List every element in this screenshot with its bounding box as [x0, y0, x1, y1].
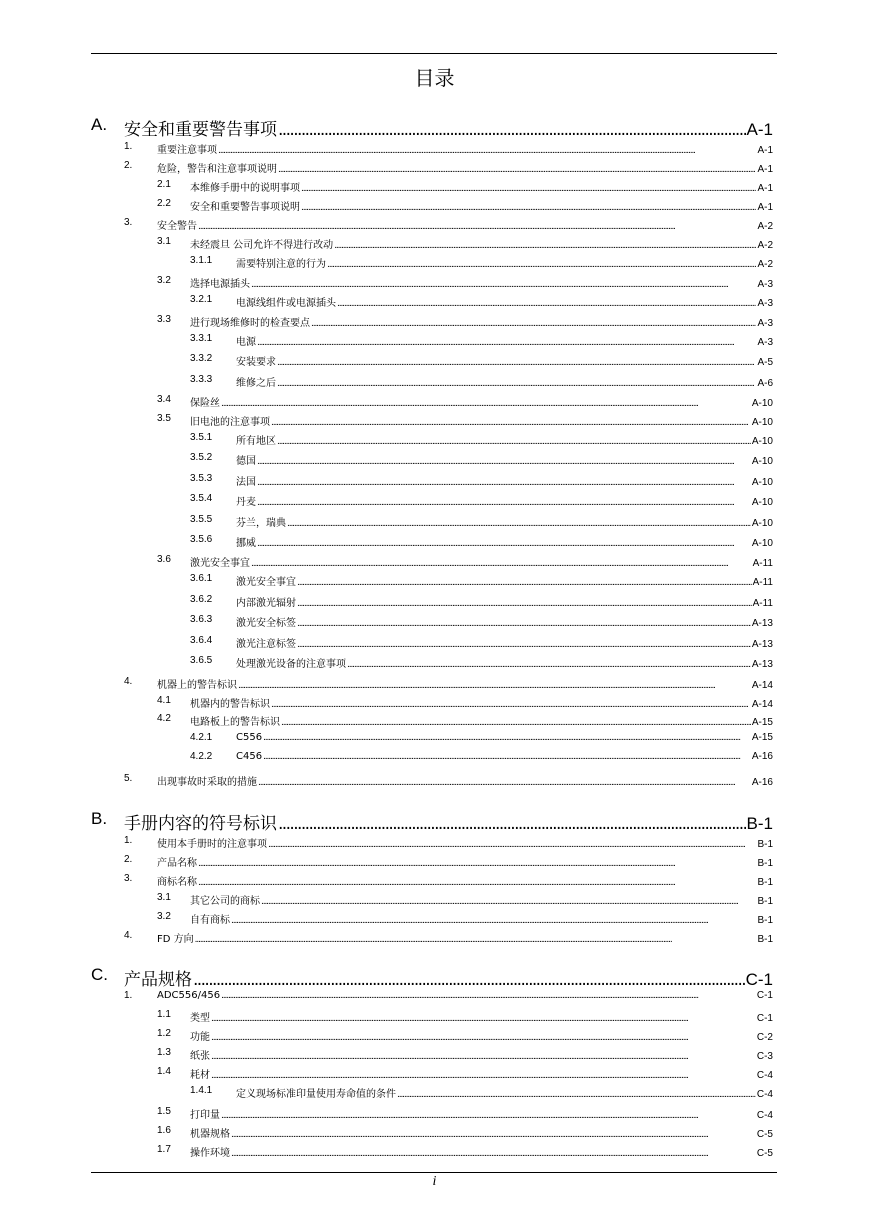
- toc-entry-page: A-5: [757, 357, 773, 368]
- toc-entry-label: 芬兰，瑞典: [236, 518, 286, 529]
- toc-entry-label: 打印量: [190, 1110, 220, 1121]
- toc-entry-number: 3.2: [157, 911, 171, 922]
- toc-entry-label: 激光安全事宜: [190, 558, 250, 569]
- toc-entry-label: 需要特别注意的行为: [236, 259, 326, 270]
- toc-entry-number: 1.4.1: [190, 1085, 213, 1096]
- toc-entry-label: 激光注意标签: [236, 639, 296, 650]
- dot-leader: [257, 498, 751, 508]
- toc-entry-number: 4.2.1: [190, 732, 213, 743]
- dot-leader: [268, 840, 756, 850]
- dot-leader: [334, 241, 756, 251]
- toc-entry-label: C556: [236, 732, 263, 743]
- toc-entry-label: 使用本手册时的注意事项: [157, 839, 267, 850]
- toc-entry-label: 定义现场标准印量使用寿命值的条件: [236, 1089, 396, 1100]
- toc-entry-label: 重要注意事项: [157, 145, 217, 156]
- dot-leader: [281, 718, 751, 728]
- toc-entry-number: 3.6.5: [190, 655, 213, 666]
- dot-leader: [257, 539, 751, 549]
- toc-entry-label: ADC556/456: [157, 990, 221, 1001]
- toc-entry-label: 电源线组件或电源插头: [236, 298, 336, 309]
- dot-leader: [278, 120, 746, 140]
- toc-entry-page: B-1: [757, 877, 773, 888]
- dot-leader: [257, 338, 756, 348]
- toc-entry-number: 5.: [124, 773, 133, 784]
- dot-leader: [297, 619, 751, 629]
- dot-leader: [337, 299, 756, 309]
- toc-entry-page: A-10: [751, 477, 773, 488]
- dot-leader: [301, 184, 756, 194]
- toc-entry-page: C-4: [756, 1070, 773, 1081]
- toc-entry-number: 3.5.5: [190, 514, 213, 525]
- dot-leader: [258, 778, 751, 788]
- toc-entry-page: A-2: [757, 259, 773, 270]
- dot-leader: [251, 559, 752, 569]
- toc-entry-number: 4.2: [157, 713, 171, 724]
- dot-leader: [271, 418, 751, 428]
- toc-entry-page: C-1: [756, 990, 773, 1001]
- toc-entry-page: A-15: [751, 717, 773, 728]
- toc-entry-page: A-14: [751, 680, 773, 691]
- dot-leader: [277, 358, 756, 368]
- toc-entry-number: 3.5.2: [190, 452, 213, 463]
- dot-leader: [263, 733, 751, 743]
- toc-entry-page: C-2: [756, 1032, 773, 1043]
- toc-entry-label: 德国: [236, 456, 256, 467]
- toc-entry-label: C456: [236, 751, 263, 762]
- toc-entry-label: 选择电源插头: [190, 279, 250, 290]
- toc-entry-label: 未经震旦 公司允许不得进行改动: [190, 240, 334, 251]
- dot-leader: [277, 379, 756, 389]
- dot-leader: [221, 399, 751, 409]
- toc-entry-number: 3.5.4: [190, 493, 213, 504]
- toc-entry-label: 激光安全事宜: [236, 577, 296, 588]
- toc-entry-page: A-1: [757, 202, 773, 213]
- toc-entry-page: A-1: [757, 164, 773, 175]
- dot-leader: [347, 660, 751, 670]
- toc-entry-page: A-2: [757, 221, 773, 232]
- toc-entry-number: 2.1: [157, 179, 171, 190]
- page-number: i: [432, 1174, 437, 1189]
- toc-entry-page: A-10: [751, 538, 773, 549]
- toc-entry-label: 处理激光设备的注意事项: [236, 659, 346, 670]
- toc-entry-label: 类型: [190, 1013, 210, 1024]
- toc-entry-number: 1.2: [157, 1028, 171, 1039]
- dot-leader: [198, 878, 756, 888]
- toc-entry-page: A-10: [751, 398, 773, 409]
- toc-entry-label: 机器上的警告标识: [157, 680, 237, 691]
- toc-entry-page: C-4: [756, 1110, 773, 1121]
- toc-entry-page: A-16: [751, 751, 773, 762]
- toc-entry-label: 产品名称: [157, 858, 197, 869]
- toc-entry-label: 出现事故时采取的措施: [157, 777, 257, 788]
- toc-entry-label: 电源: [236, 337, 256, 348]
- toc-entry-number: 1.6: [157, 1125, 171, 1136]
- toc-entry-page: A-13: [751, 618, 773, 629]
- footer-rule: [91, 1172, 777, 1173]
- toc-entry-page: A-10: [751, 436, 773, 447]
- toc-entry-page: A-3: [757, 318, 773, 329]
- toc-entry-label: 机器内的警告标识: [190, 699, 270, 710]
- toc-entry-label: 安全警告: [157, 221, 197, 232]
- toc-entry-page: B-1: [757, 896, 773, 907]
- toc-entry-page: A-10: [751, 497, 773, 508]
- toc-entry-page: A-1: [757, 145, 773, 156]
- toc-entry-page: B-1: [757, 915, 773, 926]
- toc-entry-number: 3.5.3: [190, 473, 213, 484]
- toc-entry-number: 3.: [124, 873, 133, 884]
- dot-leader: [297, 578, 752, 588]
- toc-entry-page: A-1: [746, 120, 773, 139]
- toc-entry-number: 3.6.4: [190, 635, 213, 646]
- toc-entry-number: 3.2.1: [190, 294, 213, 305]
- toc-entry-page: A-13: [751, 659, 773, 670]
- dot-leader: [278, 814, 746, 834]
- toc-entry-label: 所有地区: [236, 436, 276, 447]
- dot-leader: [211, 1014, 756, 1024]
- toc-entry-number: 4.1: [157, 695, 171, 706]
- dot-leader: [277, 437, 751, 447]
- toc-entry-label: 操作环境: [190, 1148, 230, 1159]
- toc-entry-number: 4.: [124, 930, 133, 941]
- toc-entry-number: 4.: [124, 676, 133, 687]
- toc-entry-number: 3.2: [157, 275, 171, 286]
- toc-entry-label: 内部激光辐射: [236, 598, 296, 609]
- dot-leader: [257, 457, 751, 467]
- dot-leader: [261, 897, 756, 907]
- toc-entry-page: A-10: [751, 518, 773, 529]
- toc-entry-number: 1.: [124, 141, 133, 152]
- toc-entry-page: A-14: [751, 699, 773, 710]
- toc-entry-number: 4.2.2: [190, 751, 213, 762]
- toc-entry-label: FD 方向: [157, 934, 194, 945]
- toc-entry-label: 激光安全标签: [236, 618, 296, 629]
- dot-leader: [297, 640, 751, 650]
- toc-entry-number: 1.4: [157, 1066, 171, 1077]
- dot-leader: [263, 752, 751, 762]
- toc-entry-page: C-1: [745, 970, 773, 989]
- toc-entry-label: 保险丝: [190, 398, 220, 409]
- toc-entry-page: B-1: [757, 839, 773, 850]
- dot-leader: [311, 319, 756, 329]
- dot-leader: [257, 478, 751, 488]
- dot-leader: [327, 260, 756, 270]
- toc-entry-page: B-1: [757, 934, 773, 945]
- toc-entry-page: A-3: [757, 298, 773, 309]
- toc-entry-page: A-15: [751, 732, 773, 743]
- toc-entry-page: A-13: [751, 639, 773, 650]
- toc-entry-label: 商标名称: [157, 877, 197, 888]
- toc-entry-page: A-11: [752, 598, 773, 609]
- toc-entry-label: 自有商标: [190, 915, 230, 926]
- toc-entry-number: 3.6.3: [190, 614, 213, 625]
- toc-entry-page: A-16: [751, 777, 773, 788]
- page-title: 目录: [414, 66, 455, 90]
- toc-entry-number: 1.1: [157, 1009, 171, 1020]
- dot-leader: [297, 599, 752, 609]
- toc-entry-label: 安全和重要警告事项说明: [190, 202, 300, 213]
- toc-entry-label: 纸张: [190, 1051, 210, 1062]
- toc-entry-label: 电路板上的警告标识: [190, 717, 280, 728]
- toc-entry-page: A-2: [757, 240, 773, 251]
- toc-entry-number: 3.4: [157, 394, 171, 405]
- dot-leader: [251, 280, 756, 290]
- toc-entry-label: 法国: [236, 477, 256, 488]
- dot-leader: [218, 146, 756, 156]
- dot-leader: [301, 203, 756, 213]
- toc-entry-label: 手册内容的符号标识: [124, 814, 277, 834]
- toc-entry-page: C-3: [756, 1051, 773, 1062]
- toc-entry-number: 1.3: [157, 1047, 171, 1058]
- toc-entry-number: 1.: [124, 990, 133, 1001]
- dot-leader: [231, 1130, 756, 1140]
- dot-leader: [278, 165, 756, 175]
- dot-leader: [221, 1111, 756, 1121]
- dot-leader: [211, 1052, 756, 1062]
- toc-entry-number: 3.3.2: [190, 353, 213, 364]
- dot-leader: [193, 970, 745, 990]
- toc-entry-label: 丹麦: [236, 497, 256, 508]
- toc-entry-number: 3.1.1: [190, 255, 213, 266]
- toc-entry-number: 3.5.6: [190, 534, 213, 545]
- dot-leader: [211, 1033, 756, 1043]
- toc-entry-label: 耗材: [190, 1070, 210, 1081]
- toc-entry-page: B-1: [757, 858, 773, 869]
- toc-entry-label: 其它公司的商标: [190, 896, 260, 907]
- toc-entry-page: A-10: [751, 456, 773, 467]
- toc-entry-page: A-11: [752, 558, 773, 569]
- toc-entry-label: 危险，警告和注意事项说明: [157, 164, 277, 175]
- dot-leader: [198, 222, 756, 232]
- toc-entry-label: 挪威: [236, 538, 256, 549]
- toc-entry-page: B-1: [746, 814, 773, 833]
- toc-entry-number: B.: [91, 809, 108, 828]
- dot-leader: [195, 935, 757, 945]
- toc-entry-number: 3.3: [157, 314, 171, 325]
- toc-entry-page: A-3: [757, 279, 773, 290]
- toc-entry-label: 旧电池的注意事项: [190, 417, 270, 428]
- toc-entry-page: C-5: [756, 1148, 773, 1159]
- toc-entry-number: 1.: [124, 835, 133, 846]
- toc-entry-label: 机器规格: [190, 1129, 230, 1140]
- dot-leader: [231, 916, 756, 926]
- toc-entry-number: 3.5: [157, 413, 171, 424]
- toc-entry-number: 1.7: [157, 1144, 171, 1155]
- toc-entry-label: 功能: [190, 1032, 210, 1043]
- toc-entry-label: 维修之后: [236, 378, 276, 389]
- toc-entry-label: 本维修手册中的说明事项: [190, 183, 300, 194]
- toc-entry-number: 3.3.1: [190, 333, 213, 344]
- toc-entry-page: A-11: [752, 577, 773, 588]
- dot-leader: [238, 681, 751, 691]
- toc-entry-page: A-6: [757, 378, 773, 389]
- dot-leader: [397, 1090, 756, 1100]
- toc-entry-page: A-10: [751, 417, 773, 428]
- toc-entry-number: 3.1: [157, 236, 171, 247]
- toc-entry-number: 3.5.1: [190, 432, 213, 443]
- dot-leader: [287, 519, 751, 529]
- toc-entry-number: 2.: [124, 854, 133, 865]
- dot-leader: [221, 991, 756, 1001]
- toc-entry-number: 3.: [124, 217, 133, 228]
- toc-entry-number: 3.3.3: [190, 374, 213, 385]
- toc-entry-number: A.: [91, 115, 108, 134]
- toc-entry-page: C-4: [756, 1089, 773, 1100]
- toc-entry-page: A-3: [757, 337, 773, 348]
- toc-entry-label: 进行现场维修时的检查要点: [190, 318, 310, 329]
- toc-entry-number: C.: [91, 965, 108, 984]
- dot-leader: [211, 1071, 756, 1081]
- dot-leader: [198, 859, 756, 869]
- dot-leader: [271, 700, 751, 710]
- dot-leader: [231, 1149, 756, 1159]
- toc-entry-number: 1.5: [157, 1106, 171, 1117]
- toc-entry-number: 2.: [124, 160, 133, 171]
- toc-entry-page: C-1: [756, 1013, 773, 1024]
- toc-entry-number: 3.6.2: [190, 594, 213, 605]
- toc-entry-label: 产品规格: [124, 970, 192, 990]
- toc-entry-number: 3.6: [157, 554, 171, 565]
- toc-entry-page: A-1: [757, 183, 773, 194]
- toc-entry-number: 3.6.1: [190, 573, 213, 584]
- toc-entry-number: 2.2: [157, 198, 171, 209]
- toc-entry-label: 安全和重要警告事项: [124, 120, 277, 140]
- toc-entry-number: 3.1: [157, 892, 171, 903]
- toc-entry-page: C-5: [756, 1129, 773, 1140]
- toc-entry-label: 安装要求: [236, 357, 276, 368]
